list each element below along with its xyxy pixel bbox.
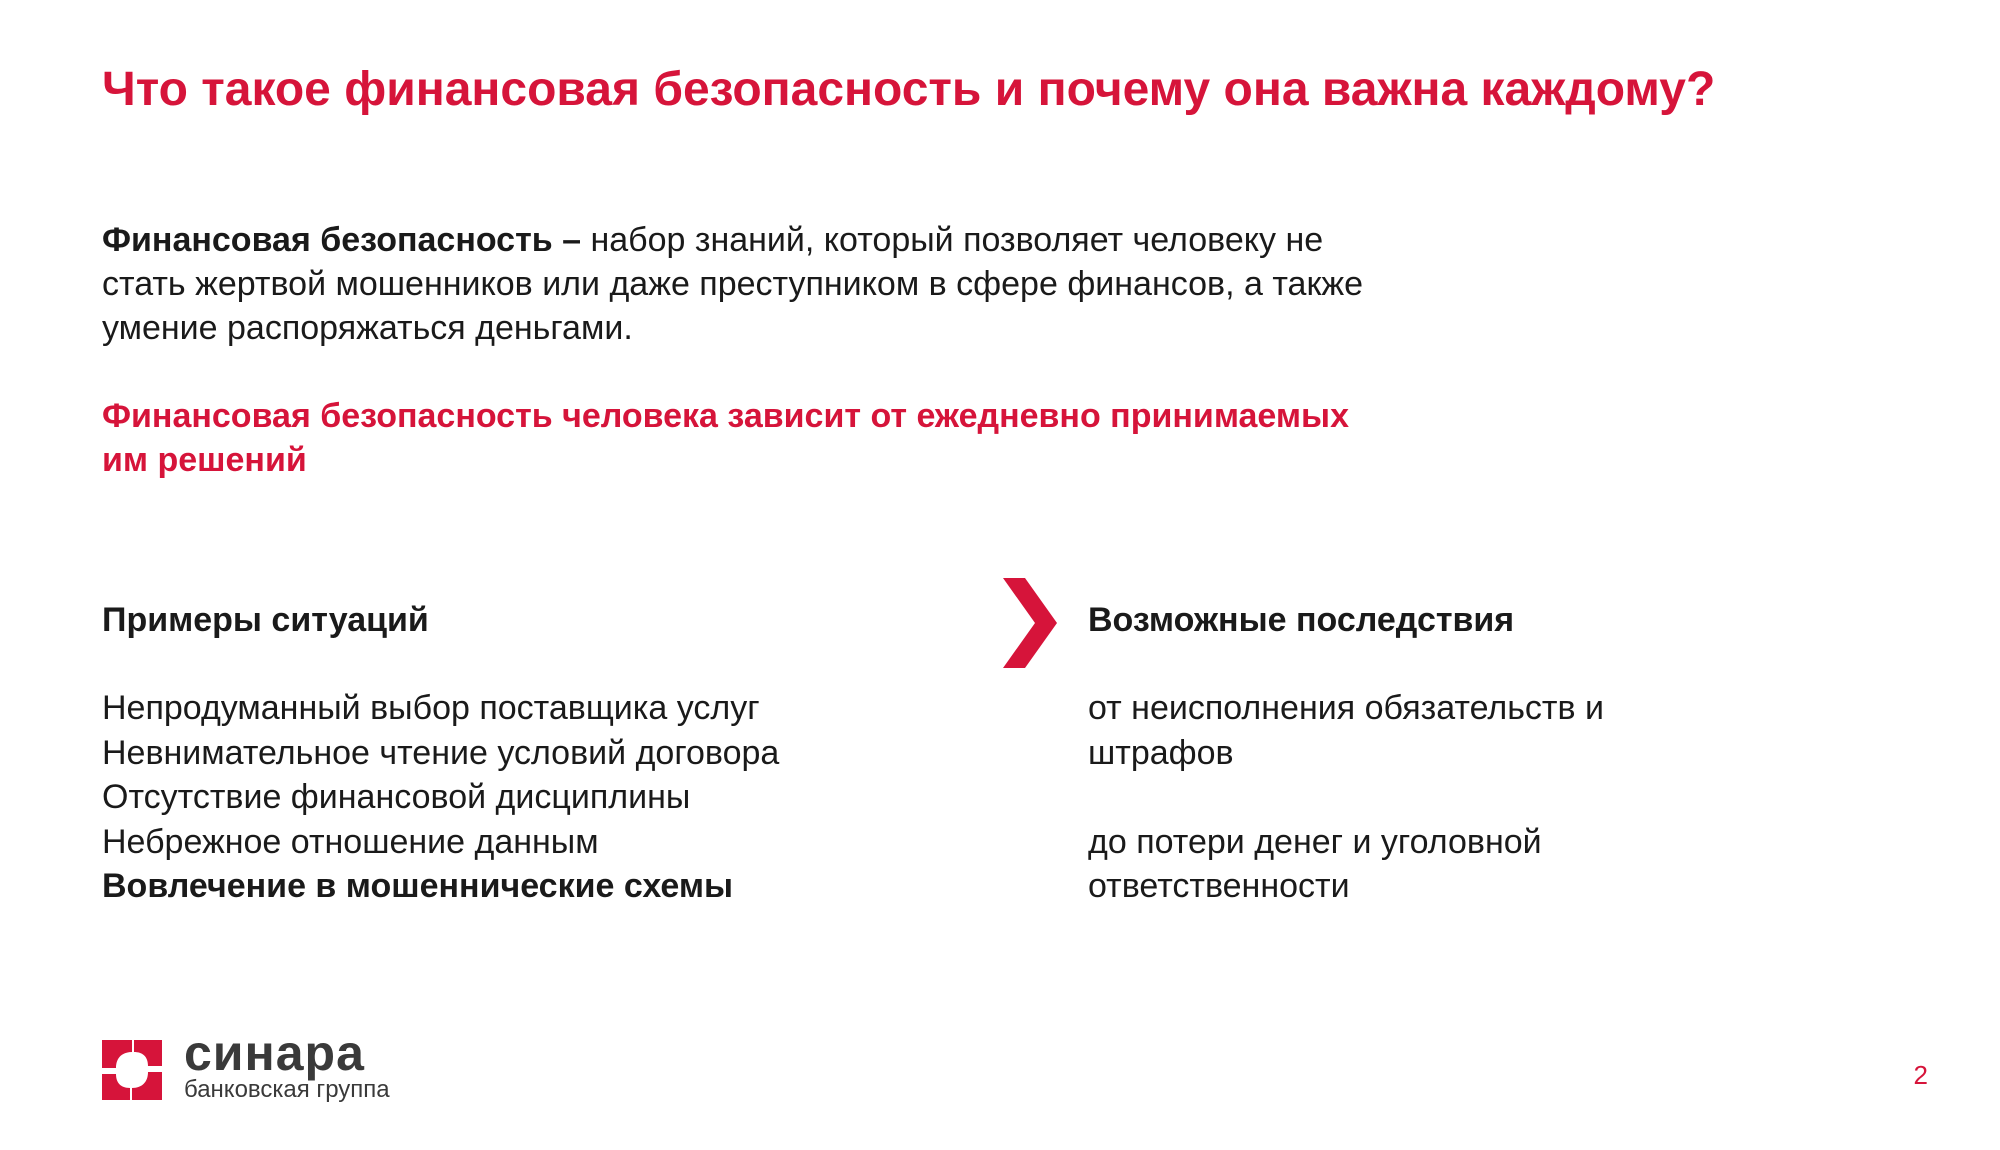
- emphasis-statement: Финансовая безопасность человека зависит от ежедневно принимаемых им решений: [102, 397, 1349, 479]
- situation-item-highlighted: Вовлечение в мошеннические схемы: [102, 867, 734, 905]
- sinara-logo: [102, 1025, 442, 1104]
- situations-list: [102, 686, 962, 909]
- page-number: 2: [1913, 1060, 1928, 1090]
- situations-column: [102, 598, 962, 909]
- definition-paragraph: [102, 218, 1382, 350]
- consequences-heading: Возможные последствия: [1088, 601, 1515, 639]
- consequences-list: [1088, 686, 1648, 909]
- consequence-item: до потери денег и уголовной ответственности: [1088, 822, 1542, 905]
- definition-text: набор знаний, который позволяет человеку не стать жертвой мошенников или даже преступником в сфере финансов, а также умение распоряжаться деньгами.: [102, 221, 1363, 347]
- situation-item: Невнимательное чтение условий договора: [102, 733, 780, 772]
- logo-tagline: банковская группа: [184, 1076, 390, 1103]
- sinara-logo-icon: [102, 1040, 162, 1100]
- consequence-item: от неисполнения обязательств и штрафов: [1088, 689, 1604, 772]
- logo-name: синара: [184, 1025, 365, 1081]
- consequences-column: [1088, 598, 1948, 953]
- situations-heading: Примеры ситуаций: [102, 601, 429, 639]
- situation-item: Небрежное отношение данным: [102, 822, 599, 861]
- situation-item: Отсутствие финансовой дисциплины: [102, 778, 691, 816]
- slide-title: Что такое финансовая безопасность и почему она важна каждому?: [102, 63, 1716, 116]
- chevron-right-icon: [1003, 578, 1057, 668]
- situation-item: Непродуманный выбор поставщика услуг: [102, 689, 760, 727]
- definition-term: Финансовая безопасность –: [102, 221, 581, 259]
